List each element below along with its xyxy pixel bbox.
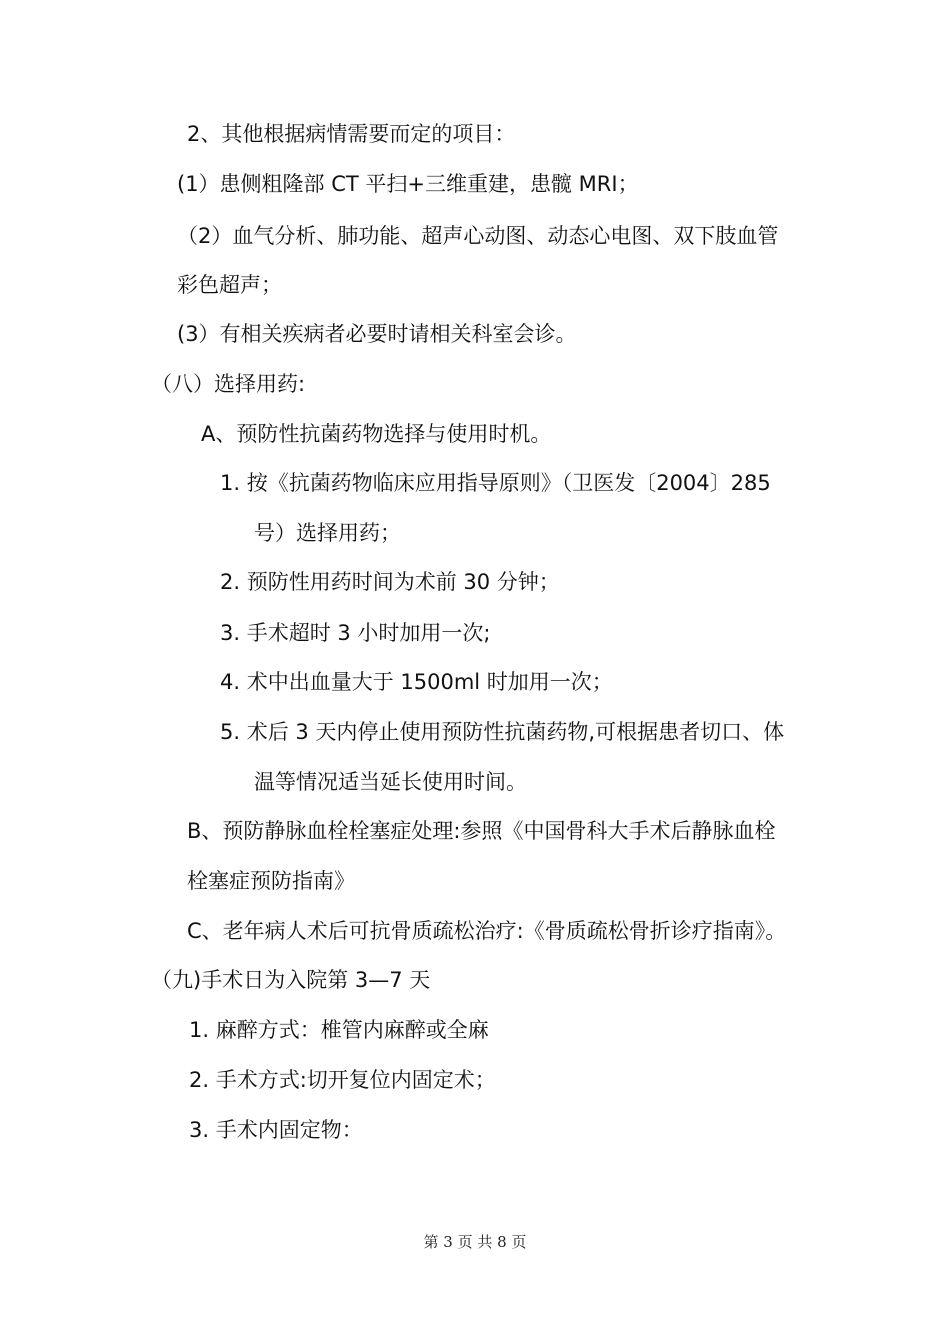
text-line: 号）选择用药；: [254, 521, 401, 545]
text-line: 彩色超声；: [177, 273, 282, 297]
text-line: 栓塞症预防指南》: [187, 869, 355, 893]
section-heading: （八）选择用药:: [151, 372, 306, 396]
text-line: 2、其他根据病情需要而定的项目：: [187, 122, 516, 146]
list-item: 3. 手术超时 3 小时加用一次;: [220, 621, 491, 645]
list-item: 2. 手术方式:切开复位内固定术；: [189, 1068, 496, 1092]
text-line: C、老年病人术后可抗骨质疏松治疗:《骨质疏松骨折诊疗指南》。: [187, 919, 787, 943]
text-line: (3）有相关疾病者必要时请相关科室会诊。: [177, 322, 577, 346]
section-heading: （九)手术日为入院第 3—7 天: [151, 968, 431, 992]
text-line: （2）血气分析、肺功能、超声心动图、动态心电图、双下肢血管: [177, 224, 779, 248]
text-line: B、预防静脉血栓栓塞症处理:参照《中国骨科大手术后静脉血栓: [187, 819, 776, 843]
list-item: 5. 术后 3 天内停止使用预防性抗菌药物,可根据患者切口、体: [220, 720, 785, 744]
text-line: A、预防性抗菌药物选择与使用时机。: [201, 422, 552, 446]
list-item: 1. 麻醉方式：椎管内麻醉或全麻: [189, 1018, 489, 1042]
page-footer: 第 3 页 共 8 页: [423, 1233, 527, 1251]
text-line: 温等情况适当延长使用时间。: [254, 770, 527, 794]
list-item: 3. 手术内固定物：: [189, 1118, 363, 1142]
text-line: (1）患侧粗隆部 CT 平扫+三维重建，患髋 MRI；: [177, 172, 639, 196]
list-item: 2. 预防性用药时间为术前 30 分钟；: [220, 570, 560, 594]
list-item: 4. 术中出血量大于 1500ml 时加用一次；: [220, 670, 613, 694]
list-item: 1. 按《抗菌药物临床应用指导原则》（卫医发〔2004〕285: [220, 471, 771, 495]
